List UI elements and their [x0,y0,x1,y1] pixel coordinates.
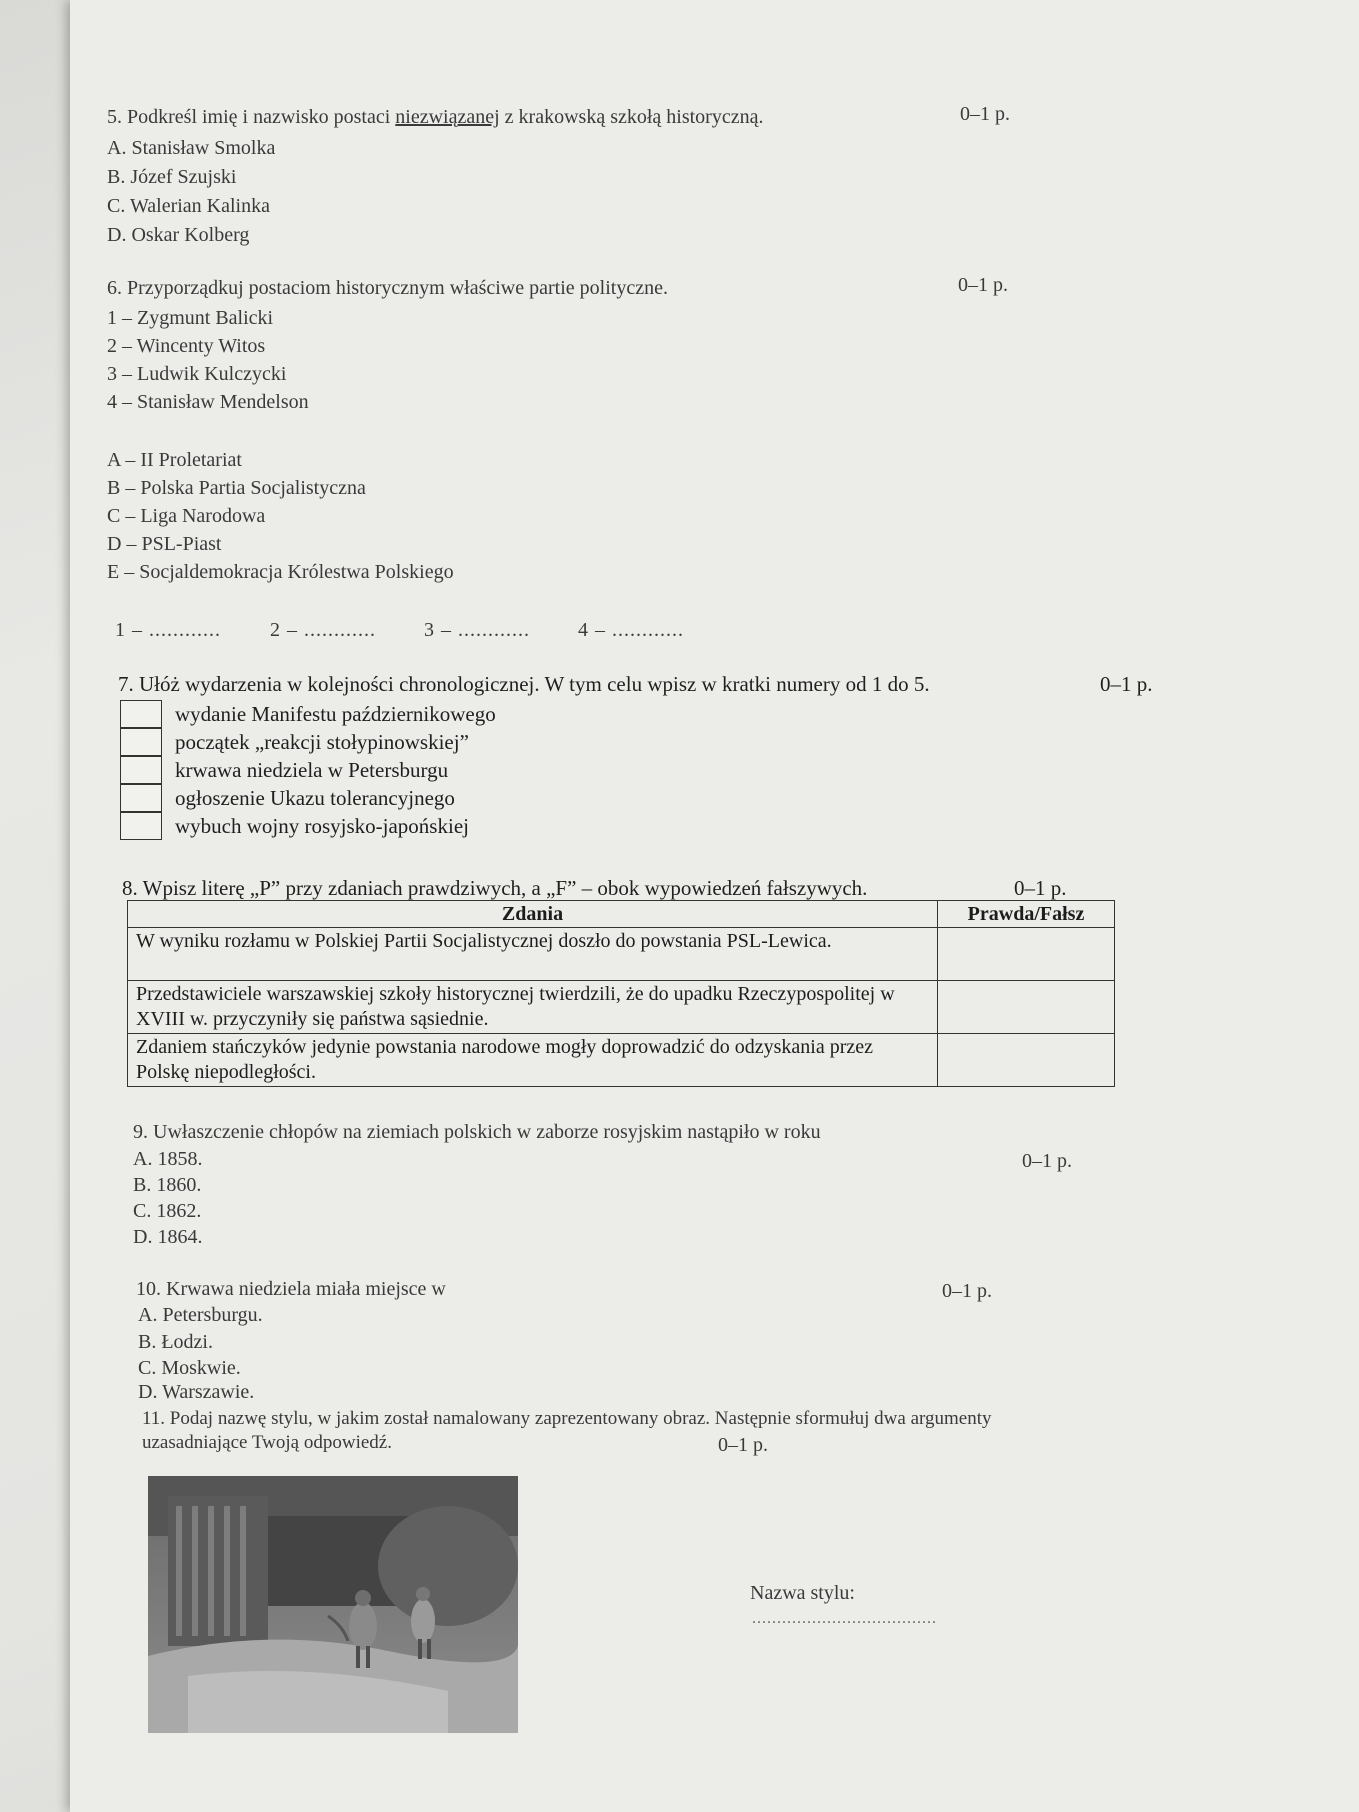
q7-order-box-3[interactable] [120,756,162,784]
style-name-answer[interactable]: ..................................... [752,1610,937,1627]
q6-person-4: 4 – Stanisław Mendelson [107,391,309,413]
q5-points: 0–1 p. [960,103,1010,125]
q9-option-b: B. 1860. [133,1174,202,1196]
q7-event-5: wybuch wojny rosyjsko-japońskiej [175,814,469,838]
table-row [128,928,1115,981]
q10-option-c: C. Moskwie. [138,1357,241,1379]
q7-event-1: wydanie Manifestu październikowego [175,702,496,726]
q7-order-box-4[interactable] [120,784,162,812]
q5-title: 5. Podkreśl imię i nazwisko postaci niezwiązanej z krakowską szkołą historyczną. [107,106,764,128]
painting-illustration [148,1476,518,1733]
q6-party-c: C – Liga Narodowa [107,505,266,527]
q7-points: 0–1 p. [1100,672,1153,696]
q6-answer-2[interactable]: 2 – ............ [270,619,376,641]
q6-party-d: D – PSL-Piast [107,533,222,555]
q11-title-line2: uzasadniające Twoją odpowiedź. [142,1432,392,1453]
q6-answer-4[interactable]: 4 – ............ [578,619,684,641]
sentence-cell: W wyniku rozłamu w Polskiej Partii Socjalistycznej doszło do powstania PSL-Lewica. [128,928,938,981]
style-name-label: Nazwa stylu: [750,1582,855,1604]
q7-event-4: ogłoszenie Ukazu tolerancyjnego [175,786,455,810]
q6-person-3: 3 – Ludwik Kulczycki [107,363,287,385]
table-row [128,981,1115,1034]
q9-option-a: A. 1858. [133,1148,203,1170]
q10-option-b: B. Łodzi. [138,1331,213,1353]
answer-cell[interactable] [938,928,1115,981]
answer-cell[interactable] [938,981,1115,1034]
q6-party-e: E – Socjaldemokracja Królestwa Polskiego [107,561,454,583]
q6-points: 0–1 p. [958,274,1008,296]
q6-answer-1[interactable]: 1 – ............ [115,619,221,641]
q6-party-b: B – Polska Partia Socjalistyczna [107,477,366,499]
q6-party-a: A – II Proletariat [107,449,242,471]
q9-points: 0–1 p. [1022,1150,1072,1172]
sentence-cell: Zdaniem stańczyków jedynie powstania narodowe mogły doprowadzić do odzyskania przez Polskę niepodległości. [128,1034,938,1087]
q10-option-d: D. Warszawie. [138,1381,255,1403]
q6-person-1: 1 – Zygmunt Balicki [107,307,274,329]
q10-points: 0–1 p. [942,1280,992,1302]
q9-option-c: C. 1862. [133,1200,202,1222]
q6-answer-3[interactable]: 3 – ............ [424,619,530,641]
header-true-false: Prawda/Fałsz [938,901,1115,928]
q10-title: 10. Krwawa niedziela miała miejsce w [136,1278,446,1300]
q5-option-a: A. Stanisław Smolka [107,137,276,159]
q9-option-d: D. 1864. [133,1226,203,1248]
sentence-cell: Przedstawiciele warszawskiej szkoły historycznej twierdzili, że do upadku Rzeczypospolitej w XVIII w. przyczyniły się państwa sąsiednie. [128,981,938,1034]
q8-title: 8. Wpisz literę „P” przy zdaniach prawdziwych, a „F” – obok wypowiedzeń fałszywych. [122,876,868,900]
answer-cell[interactable] [938,1034,1115,1087]
q7-order-box-2[interactable] [120,728,162,756]
q7-title: 7. Ułóż wydarzenia w kolejności chronologicznej. W tym celu wpisz w kratki numery od 1 do 5. [118,672,930,696]
q6-title: 6. Przyporządkuj postaciom historycznym właściwe partie polityczne. [107,277,668,299]
table-row [128,1034,1115,1087]
q11-title-line1: 11. Podaj nazwę stylu, w jakim został namalowany zaprezentowany obraz. Następnie sformułuj dwa argumenty [142,1408,992,1429]
q8-true-false-table [127,900,1115,1087]
header-sentences: Zdania [128,901,938,928]
q8-points: 0–1 p. [1014,876,1067,900]
q7-event-3: krwawa niedziela w Petersburgu [175,758,449,782]
q7-order-box-5[interactable] [120,812,162,840]
q6-person-2: 2 – Wincenty Witos [107,335,266,357]
q5-option-d: D. Oskar Kolberg [107,224,250,246]
q7-event-2: początek „reakcji stołypinowskiej” [175,730,469,754]
q7-order-box-1[interactable] [120,700,162,728]
q10-option-a: A. Petersburgu. [138,1304,263,1326]
q5-option-b: B. Józef Szujski [107,166,237,188]
q11-points: 0–1 p. [718,1434,768,1456]
q9-title: 9. Uwłaszczenie chłopów na ziemiach polskich w zaborze rosyjskim nastąpiło w roku [133,1121,821,1143]
q5-option-c: C. Walerian Kalinka [107,195,270,217]
painting-image [148,1476,518,1733]
table-header-row [128,901,1115,928]
